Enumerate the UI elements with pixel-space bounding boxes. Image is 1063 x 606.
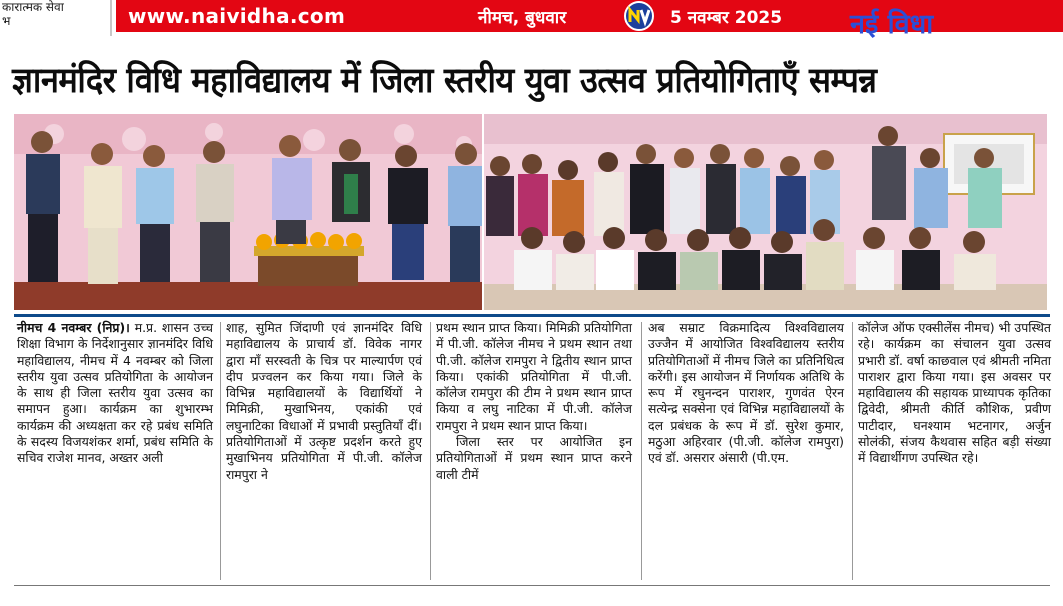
article-text: कॉलेज ऑफ एक्सीलेंस नीमच) भी उपस्थित रहे। कार्यक्रम का संचालन युवा उत्सव प्रभारी डॉ. वर्षा काछवाल एवं श्रीमती नमिता पाराशर द्वारा किया गया। इस अवसर पर महाविद्यालय की सहायक प्राध्यापक कृतिका द्विवेदी, श्रीमती कीर्ति कौशिक, प्रवीण पाटीदार, घनश्याम भटनागर, अर्जुन सोलंकी, संजय कैथवास सहित बड़ी संख्या में विद्यार्थीगण उपस्थित रहे। [858,320,1051,466]
article-headline: ज्ञानमंदिर विधि महाविद्यालय में जिला स्तरीय युवा उत्सव प्रतियोगिताएँ सम्पन्न [12,61,877,101]
masthead [0,0,1063,40]
article-column-2 [226,320,422,483]
article-text: प्रथम स्थान प्राप्त किया। मिमिक्री प्रतियोगिता में पी.जी. कॉलेज नीमच ने प्रथम स्थान तथा पी.जी. कॉलेज रामपुरा ने द्वितीय स्थान प्राप्त किया। एकांकी प्रतियोगिता में पी.जी. कॉलेज रामपुरा की टीम ने प्रथम स्थान प्राप्त किया व लघु नाटिका में पी.जी. कॉलेज रामपुरा ने प्रथम स्थान प्राप्त किया। [436,320,632,433]
article-column-1 [17,320,213,467]
column-separator [220,322,221,580]
article-column-3 [436,320,632,483]
website-url[interactable]: www.naividha.com [128,4,346,28]
newspaper-brand-name: नई विधा [850,9,934,40]
article-text: शाह, सुमित जिंदाणी एवं ज्ञानमंदिर विधि महाविद्यालय के प्राचार्य डॉ. विवेक नागर द्वारा माँ सरस्वती के चित्र पर माल्यार्पण एवं दीप प्रज्वलन कर किया गया। जिले के विभिन्न महाविद्यालयों के विद्यार्थियों ने मिमिक्री, मुखाभिनय, एकांकी एवं लघुनाटिका विधाओं में प्रभावी प्रस्तुतियाँ दीं। प्रतियोगिताओं में उत्कृष्ट प्रदर्शन करते हुए मुखाभिनय प्रतियोगिता में पी.जी. कॉलेज रामपुरा ने [226,320,422,482]
article-text: अब सम्राट विक्रमादित्य विश्वविद्यालय उज्जैन में आयोजित विश्वविद्यालय स्तरीय प्रतियोगिताओं में नीमच जिले का प्रतिनिधित्व करेंगी। इस आयोजन में निर्णायक अतिथि के रूप में रघुनन्दन पाराशर, गुणवंत ऐरन सत्येन्द्र सक्सेना एवं विभिन्न महाविद्यालयों के दल प्रबंधक के रूप में डॉ. सुरेश कुमार, मठुआ अहिरवार (पी.जी. कॉलेज रामपुरा) एवं डॉ. असरार अंसारी (पी.एम. [648,320,844,466]
edition-date: 5 नवम्बर 2025 [670,8,783,28]
article-text: म.प्र. शासन उच्च शिक्षा विभाग के निर्देशानुसार ज्ञानमंदिर विधि महाविद्यालय, नीमच में 4 नवम्बर को जिला स्तरीय युवा उत्सव प्रतियोगिता के आयोजन के साथ ही जिला स्तरीय युवा उत्सव का समापन हुआ। कार्यक्रम का शुभारम्भ कार्यक्रम की अध्यक्षता कर रहे प्रबंध समिति के सदस्य विजयशंकर शर्मा, प्रबंध समिति के सचिव राजेश मानव, अख्तर अली [17,320,213,466]
column-separator [641,322,642,580]
article-column-4 [648,320,844,467]
naividha-logo-icon [618,0,660,32]
article-dateline: नीमच 4 नवम्बर (निप्र)। [17,320,130,335]
column-separator [430,322,431,580]
adjacent-clip-text-2: भ [2,14,11,28]
column-separator [852,322,853,580]
article-column-5 [858,320,1051,467]
adjacent-article-clip [0,0,112,36]
dateline-place-day: नीमच, बुधवार [478,8,567,28]
event-photo-group-students [484,114,1047,310]
article-text: जिला स्तर पर आयोजित इन प्रतियोगिताओं में प्रथम स्थान प्राप्त करने वाली टीमें [436,434,632,482]
adjacent-clip-text: कारात्मक सेवा [2,0,64,14]
event-photo-dais-guests [14,114,482,310]
